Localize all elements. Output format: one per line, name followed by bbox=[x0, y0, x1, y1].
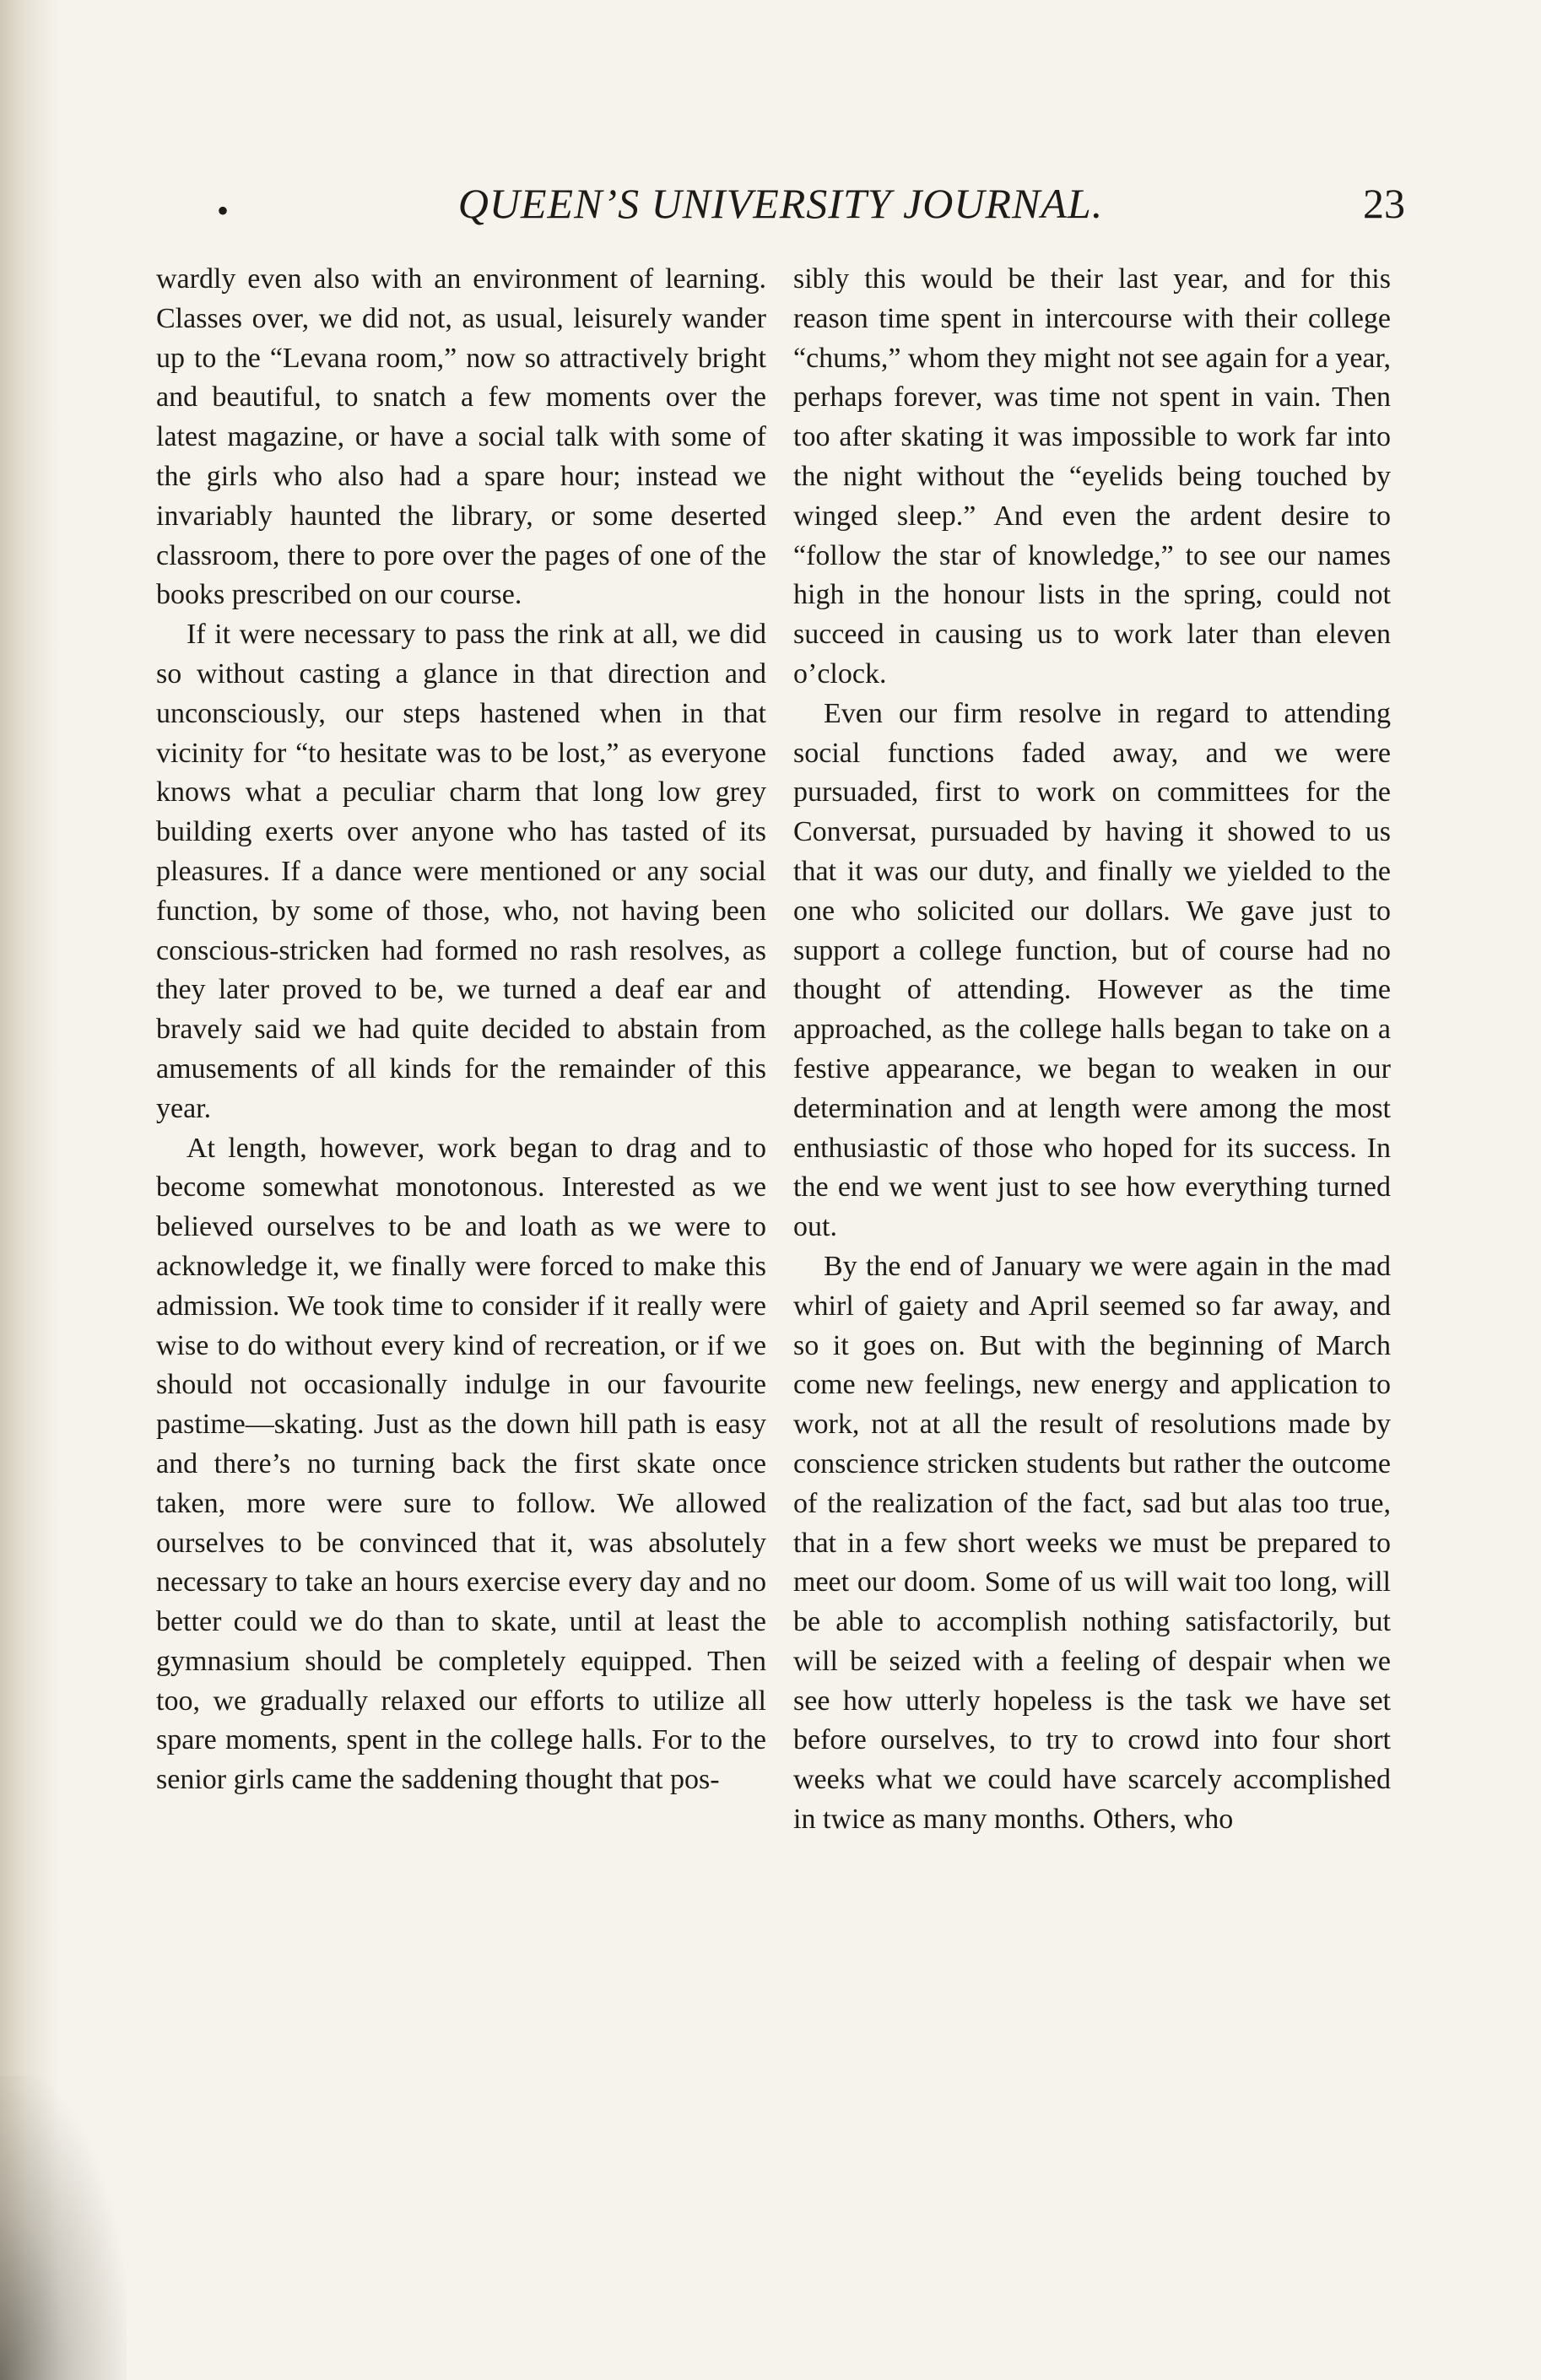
paragraph: If it were necessary to pass the rink at all, we did so without casting a glance in that direction and unconsciously, our steps hastened when in that vicinity for “to hesitate was to be lost,” as everyone knows what a peculiar charm that long low grey building exerts over anyone who has tasted of its pleasures. If a dance were mentioned or any social function, by some of those, who, not having been conscious-stricken had formed no rash resolves, as they later proved to be, we turned a deaf ear and bravely said we had quite decided to abstain from amusements of all kinds for the remainder of this year. bbox=[156, 619, 766, 1124]
page-number: 23 bbox=[1363, 180, 1405, 227]
header-bullet: • bbox=[217, 192, 230, 230]
paragraph: Even our firm resolve in regard to attending social functions faded away, and we were pursuaded, first to work on committees for the Conversat, pursuaded by having it showed to us that it was our duty, and finally we yielded to the one who solicited our dollars. We gave just to support a college function, but of course had no thought of attending. However as the time approached, as the college halls began to take on a festive appearance, we began to weaken in our determination and at length were among the most enthusiastic of those who hoped for its success. In the end we went just to see how everything turned out. bbox=[793, 697, 1391, 1243]
paragraph: At length, however, work began to drag and to become somewhat monotonous. Interested as we believed ourselves to be and loath as we were to acknowledge it, we finally were forced to make this admission. We took time to consider if it really were wise to do without every kind of recreation, or if we should not occasionally indulge in our favourite pastime—skating. Just as the down hill path is easy and there’s no turning back the first skate once taken, more were sure to follow. We allowed ourselves to be convinced that it, was absolutely necessary to take an hours exercise every day and no better could we do than to skate, until at least the gymnasium should be completely equipped. Then too, we gradually relaxed our efforts to utilize all spare moments, spent in the college halls. For to the senior girls came the saddening thought that pos- bbox=[156, 1132, 766, 1796]
left-column bbox=[156, 260, 766, 1800]
page-header bbox=[156, 179, 1405, 238]
paragraph: By the end of January we were again in the mad whirl of gaiety and April seemed so far away, and so it goes on. But with the beginning of March come new feelings, new energy and application to work, not at all the result of resolutions made by conscience stricken students but rather the outcome of the realization of the fact, sad but alas too true, that in a few short weeks we must be prepared to meet our doom. Some of us will wait too long, will be able to accomplish nothing satisfactorily, but will be seized with a feeling of despair when we see how utterly hopeless is the task we have set before ourselves, to try to crowd into four short weeks what we could have scarcely accomplished in twice as many months. Others, who bbox=[793, 1250, 1391, 1836]
page-corner-stain bbox=[0, 2076, 127, 2380]
paragraph: sibly this would be their last year, and for this reason time spent in intercourse with their college “chums,” whom they might not see again for a year, perhaps forever, was time not spent in vain. Then too after skating it was impossible to work far into the night without the “eyelids being touched by winged sleep.” And even the ardent desire to “follow the star of knowledge,” to see our names high in the honour lists in the spring, could not succeed in causing us to work later than eleven o’clock. bbox=[793, 263, 1391, 690]
journal-title: QUEEN’S UNIVERSITY JOURNAL. bbox=[457, 180, 1104, 227]
page-edge-shading bbox=[0, 0, 59, 2380]
paragraph: wardly even also with an environment of learning. Classes over, we did not, as usual, leisurely wander up to the “Levana room,” now so attractively bright and beautiful, to snatch a few moments over the latest magazine, or have a social talk with some of the girls who also had a spare hour; instead we invariably haunted the library, or some deserted classroom, there to pore over the pages of one of the books prescribed on our course. bbox=[156, 263, 766, 611]
right-column bbox=[793, 260, 1391, 1840]
